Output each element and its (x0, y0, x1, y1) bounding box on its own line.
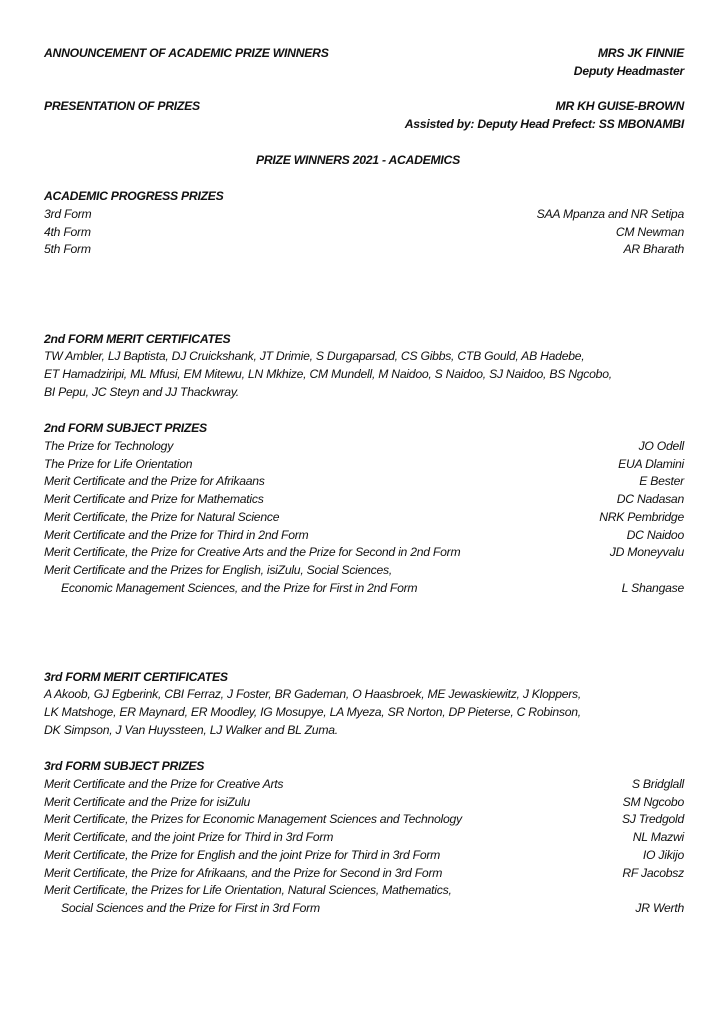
prize-winner: NL Mazwi (632, 830, 684, 844)
third-form-subject-heading (44, 757, 684, 775)
prize-winner: SJ Tredgold (621, 812, 684, 826)
prize-winner: IO Jikijo (642, 848, 684, 862)
prize-winner: DC Naidoo (626, 528, 684, 542)
presentation-row (44, 97, 684, 115)
merit-names-line: DK Simpson, J Van Huyssteen, LJ Walker and BL Zuma. (44, 722, 338, 737)
merit-names-line: BI Pepu, JC Steyn and JJ Thackwray. (44, 384, 239, 399)
prize-label: Merit Certificate, the Prizes for Economic Management Sciences and Technology (44, 812, 462, 826)
section-heading: ACADEMIC PROGRESS PRIZES (44, 189, 224, 203)
prize-winner: JD Moneyvalu (609, 545, 684, 559)
prize-winner: EUA Dlamini (618, 457, 684, 471)
main-title: PRIZE WINNERS 2021 - ACADEMICS (255, 153, 460, 167)
announcement-title: ANNOUNCEMENT OF ACADEMIC PRIZE WINNERS (44, 46, 329, 60)
prize-label: Merit Certificate and the Prize for Third in 2nd Form (44, 528, 309, 542)
merit-names-line: ET Hamadziripi, ML Mfusi, EM Mitewu, LN Mkhize, CM Mundell, M Naidoo, S Naidoo, SJ Naidoo, BS Ngcobo, (44, 366, 612, 381)
second-form-subject-heading (44, 419, 684, 437)
prize-label: Merit Certificate, and the joint Prize for Third in 3rd Form (44, 830, 334, 844)
prize-row (44, 437, 684, 455)
presenter-role-row (44, 62, 684, 80)
prize-label: Merit Certificate and the Prize for Creative Arts (44, 777, 284, 791)
prize-row (44, 579, 684, 597)
prize-label: Merit Certificate and the Prizes for English, isiZulu, Social Sciences, (44, 563, 393, 577)
prize-label: 4th Form (44, 225, 91, 239)
prize-row (44, 793, 684, 811)
prize-winner: DC Nadasan (616, 492, 684, 506)
prize-row (44, 881, 684, 899)
prize-winner: E Bester (639, 474, 684, 488)
prize-label: Merit Certificate, the Prize for Natural Science (44, 510, 280, 524)
announcement-presenter-role: Deputy Headmaster (573, 64, 684, 78)
prize-row (44, 899, 684, 917)
prize-label: Merit Certificate and the Prize for isiZulu (44, 795, 250, 809)
merit-names-line: TW Ambler, LJ Baptista, DJ Cruickshank, JT Drimie, S Durgaparsad, CS Gibbs, CTB Gould, AB Hadebe, (44, 349, 585, 363)
announcement-row (44, 44, 684, 62)
prize-row (44, 828, 684, 846)
prize-row (44, 455, 684, 473)
prize-label: 5th Form (44, 242, 91, 256)
prize-label: Merit Certificate, the Prize for Afrikaans, and the Prize for Second in 3rd Form (44, 866, 443, 880)
prize-label-continued: Economic Management Sciences, and the Prize for First in 2nd Form (61, 581, 418, 595)
prize-row (44, 561, 684, 579)
prize-row (44, 864, 684, 882)
prize-row (44, 472, 684, 490)
prize-label: The Prize for Life Orientation (44, 457, 193, 471)
prize-label: Merit Certificate and Prize for Mathematics (44, 492, 264, 506)
prize-winner: L Shangase (621, 581, 684, 595)
announcement-presenter: MRS JK FINNIE (597, 46, 684, 60)
merit-names-line: LK Matshoge, ER Maynard, ER Moodley, IG Mosupye, LA Myeza, SR Norton, DP Pieterse, C Robinson, (44, 704, 581, 719)
presentation-presenter: MR KH GUISE-BROWN (555, 99, 684, 113)
section-heading: 2nd FORM SUBJECT PRIZES (44, 421, 207, 435)
prize-winner: SM Ngcobo (622, 795, 684, 809)
second-form-merit-list (44, 348, 684, 401)
prize-row (44, 810, 684, 828)
prize-winner: AR Bharath (623, 242, 684, 256)
prize-label-continued: Social Sciences and the Prize for First in 3rd Form (61, 901, 320, 915)
second-form-merit-heading (44, 330, 684, 348)
section-heading: 2nd FORM MERIT CERTIFICATES (44, 332, 231, 346)
prize-label: Merit Certificate, the Prize for English and the joint Prize for Third in 3rd Form (44, 848, 441, 862)
prize-winner: RF Jacobsz (622, 866, 684, 880)
prize-label: Merit Certificate, the Prize for Creative Arts and the Prize for Second in 2nd Form (44, 545, 461, 559)
academic-progress-heading (44, 187, 684, 205)
prize-row (44, 508, 684, 526)
prize-row (44, 240, 684, 258)
prize-row (44, 775, 684, 793)
prize-winner: NRK Pembridge (599, 510, 684, 524)
prize-label: Merit Certificate and the Prize for Afrikaans (44, 474, 265, 488)
prize-row (44, 846, 684, 864)
section-heading: 3rd FORM MERIT CERTIFICATES (44, 670, 228, 684)
prize-row (44, 223, 684, 241)
prize-row (44, 205, 684, 223)
prize-row (44, 543, 684, 561)
prize-label: Merit Certificate, the Prizes for Life Orientation, Natural Sciences, Mathematics, (44, 883, 452, 897)
assisted-by-row (44, 115, 684, 133)
prize-winner: SAA Mpanza and NR Setipa (536, 207, 684, 221)
prize-row (44, 526, 684, 544)
assisted-by: Assisted by: Deputy Head Prefect: SS MBONAMBI (404, 117, 684, 131)
prize-winner: JR Werth (635, 901, 684, 915)
prize-winner: CM Newman (615, 225, 684, 239)
prize-winner: S Bridglall (631, 777, 684, 791)
presentation-title: PRESENTATION OF PRIZES (44, 99, 200, 113)
third-form-merit-list (44, 686, 684, 739)
section-heading: 3rd FORM SUBJECT PRIZES (44, 759, 205, 773)
prize-winner: JO Odell (638, 439, 684, 453)
main-title-row (0, 151, 724, 169)
prize-label: The Prize for Technology (44, 439, 174, 453)
third-form-merit-heading (44, 668, 684, 686)
prize-label: 3rd Form (44, 207, 92, 221)
merit-names-line: A Akoob, GJ Egberink, CBI Ferraz, J Foster, BR Gademan, O Haasbroek, ME Jewaskiewitz, J Kloppers, (44, 687, 582, 701)
prize-row (44, 490, 684, 508)
